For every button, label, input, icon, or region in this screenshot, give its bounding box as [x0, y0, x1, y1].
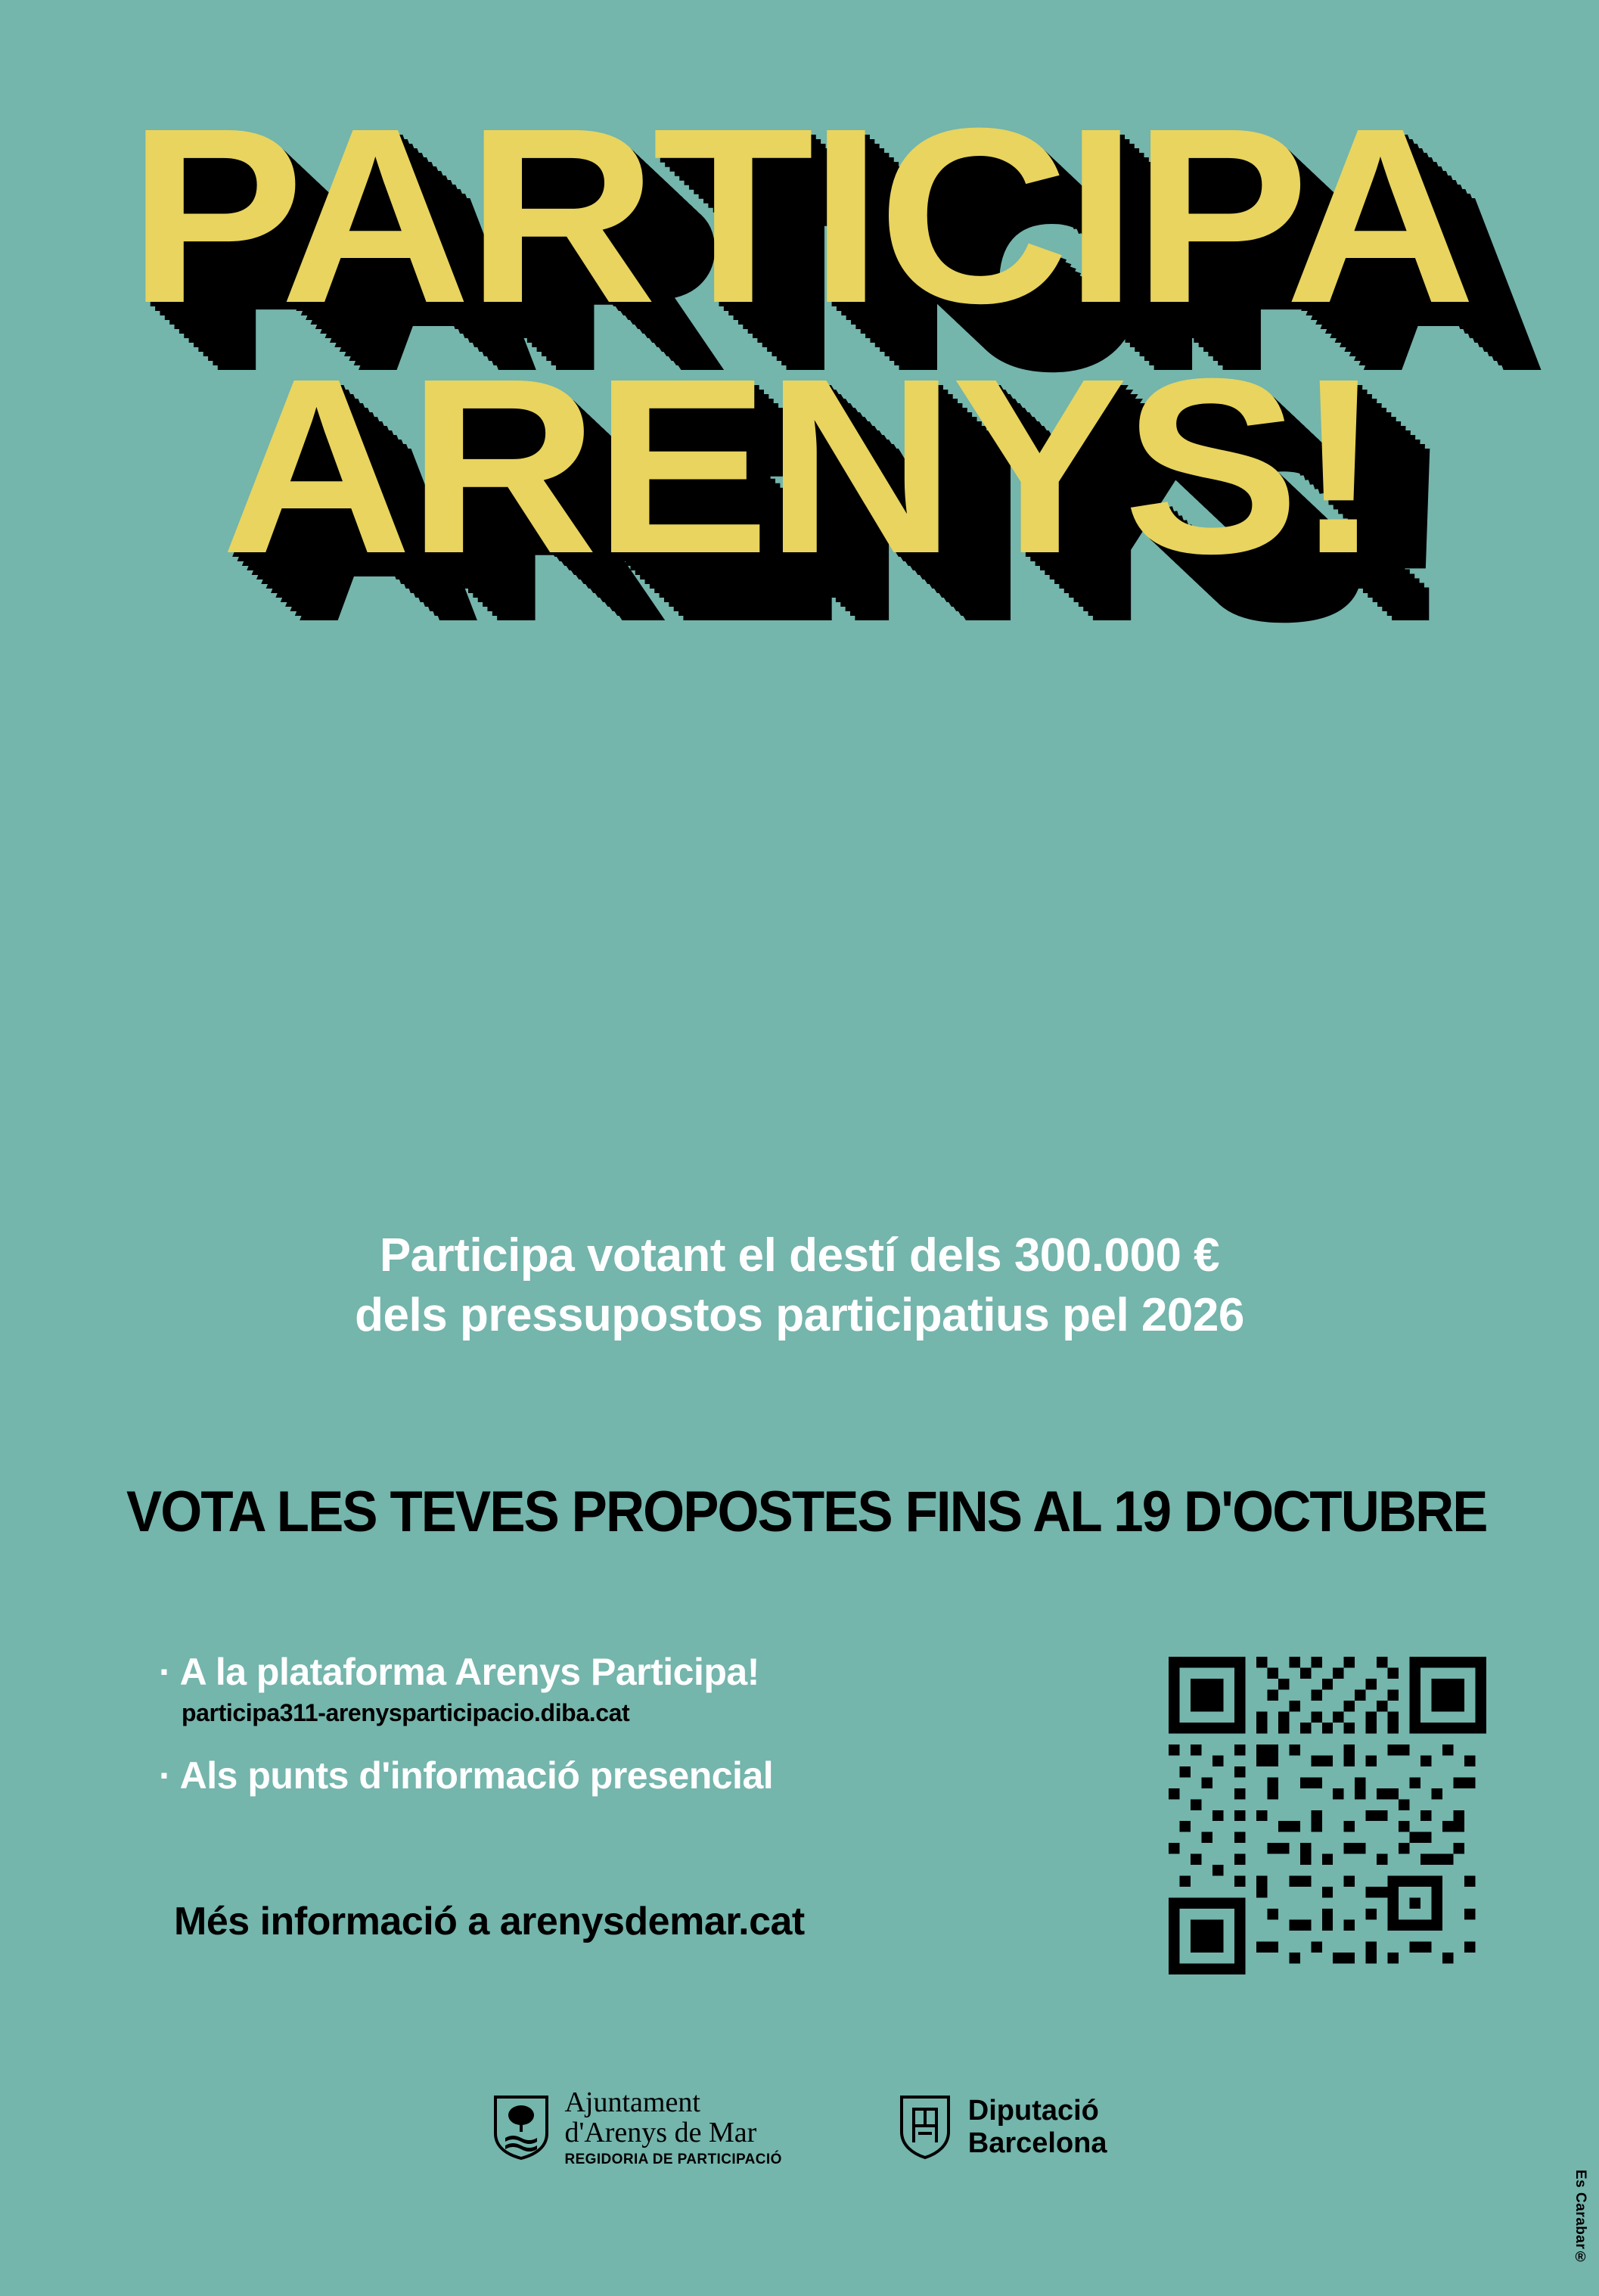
qr-code-image	[1169, 1657, 1486, 1974]
headline-line-1: PARTICIPA	[128, 76, 1471, 355]
footer-logos	[0, 2088, 1599, 2167]
diputacio-crest-icon	[896, 2094, 955, 2161]
logo-diputacio-barcelona	[896, 2094, 1107, 2161]
option-platform: · A la plataforma Arenys Participa!	[159, 1651, 759, 1693]
logo2-line1: Diputació	[967, 2094, 1099, 2127]
deadline-banner: VOTA LES TEVES PROPOSTES FINS AL 19 D'OCTUBRE	[126, 1480, 1487, 1544]
page-title	[0, 76, 1599, 605]
logo1-line2: d'Arenys de Mar	[564, 2116, 757, 2148]
option-in-person: · Als punts d'informació presencial	[159, 1754, 774, 1797]
logo-ajuntament-arenys-de-mar	[492, 2088, 781, 2167]
subtitle-line-2: dels pressupostos participatius pel 2026	[355, 1289, 1244, 1342]
logo1-line3: REGIDORIA DE PARTICIPACIÓ	[564, 2151, 782, 2167]
more-info[interactable]: Més informació a arenysdemar.cat	[174, 1900, 805, 1943]
subtitle-line-1: Participa votant el destí dels 300.000 €	[379, 1229, 1220, 1282]
platform-url[interactable]: participa311-arenysparticipacio.diba.cat	[182, 1699, 630, 1726]
qr-code[interactable]	[1169, 1657, 1486, 1974]
logo1-line1: Ajuntament	[564, 2086, 700, 2118]
participation-options	[159, 1649, 1051, 1798]
arenys-crest-icon	[492, 2094, 551, 2161]
logo2-line2: Barcelona	[967, 2127, 1107, 2160]
subtitle	[91, 1226, 1508, 1346]
headline-line-2: ARENYS!	[221, 325, 1378, 605]
designer-credit: Es Carabar®	[1573, 2170, 1588, 2266]
